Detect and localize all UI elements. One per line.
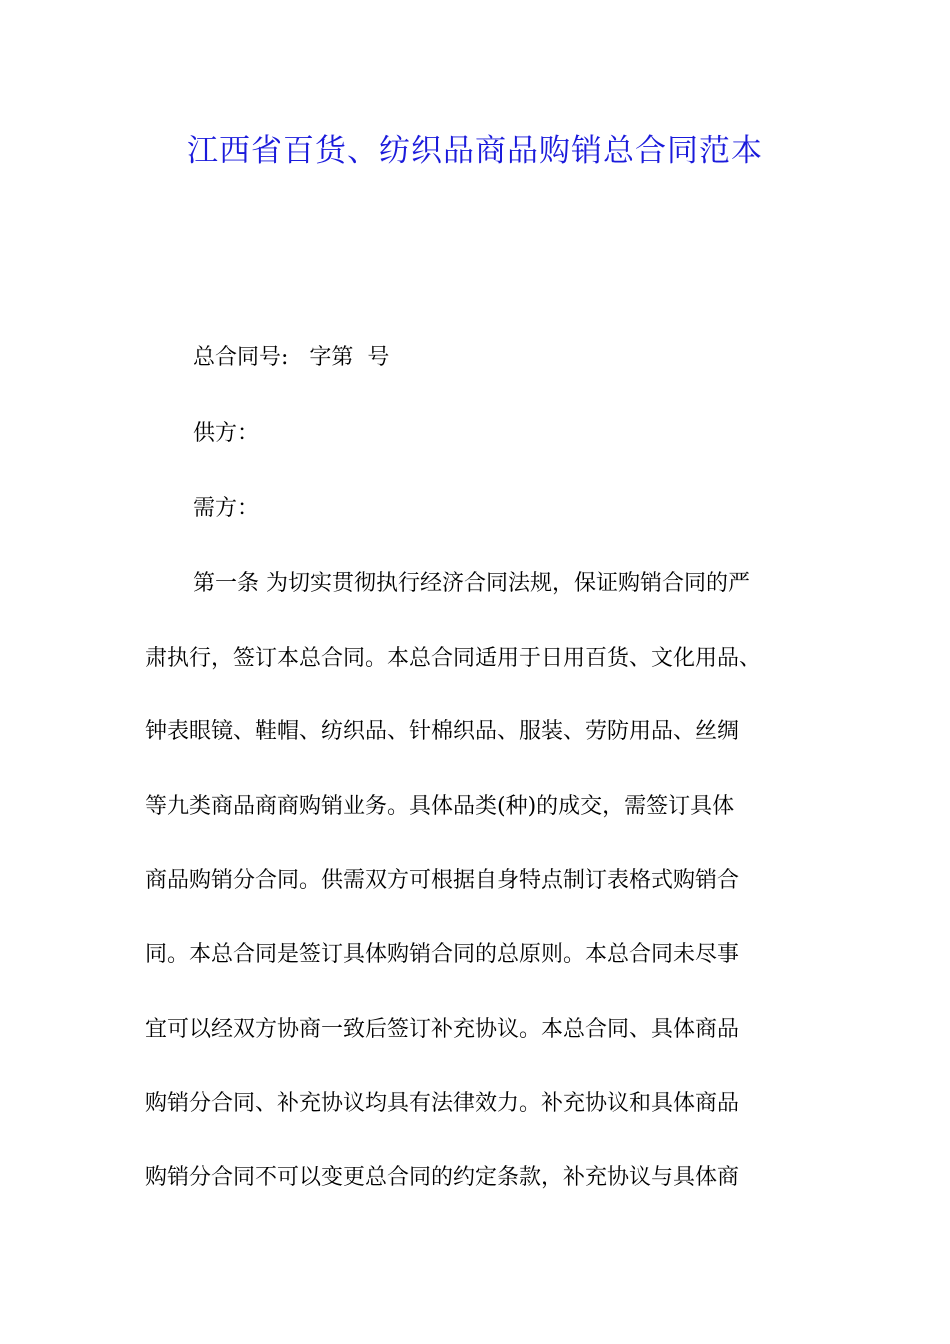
- buyer-field: 需方：: [193, 496, 260, 521]
- document-title: 江西省百货、纺织品商品购销总合同范本: [187, 133, 763, 169]
- article-line: 肃执行，签订本总合同。本总合同适用于日用百货、文化用品、: [145, 646, 762, 671]
- article-line: 第一条 为切实贯彻执行经济合同法规，保证购销合同的严: [193, 571, 750, 596]
- supplier-field: 供方：: [193, 421, 260, 446]
- article-line: 等九类商品商商购销业务。具体品类(种)的成交，需签订具体: [145, 794, 735, 819]
- article-line: 购销分合同不可以变更总合同的约定条款，补充协议与具体商: [145, 1165, 740, 1190]
- article-line: 商品购销分合同。供需双方可根据自身特点制订表格式购销合: [145, 868, 740, 893]
- article-line: 钟表眼镜、鞋帽、纺织品、针棉织品、服装、劳防用品、丝绸: [145, 719, 740, 744]
- contract-number-field: 总合同号: 字第 号: [193, 345, 390, 370]
- article-line: 同。本总合同是签订具体购销合同的总原则。本总合同未尽事: [145, 942, 740, 967]
- article-line: 宜可以经双方协商一致后签订补充协议。本总合同、具体商品: [145, 1017, 740, 1042]
- article-line: 购销分合同、补充协议均具有法律效力。补充协议和具体商品: [145, 1091, 740, 1116]
